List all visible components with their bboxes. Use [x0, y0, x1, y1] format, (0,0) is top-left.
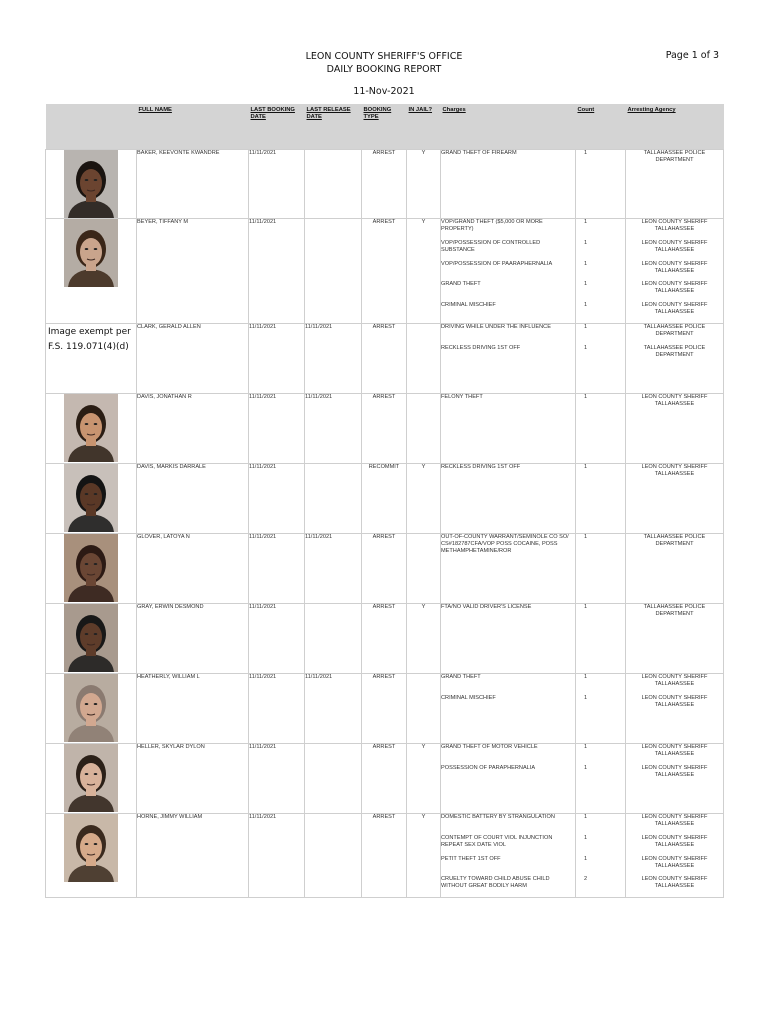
photo-cell: [46, 323, 137, 393]
charge-item: OUT-OF-COUNTY WARRANT/SEMINOLE CO SO/ CS#182787CFA/VOP POSS COCAINE, POSS METHAMPHETAMINE/ROR: [441, 533, 569, 554]
photo-header: [46, 104, 137, 150]
last-booking-date-cell: 11/11/2021: [249, 673, 305, 743]
last-release-date-cell: 11/11/2021: [305, 673, 362, 743]
last-release-date-cell: [305, 743, 362, 813]
charges-cell: [441, 463, 576, 533]
charge-item: FTA/NO VALID DRIVER'S LICENSE: [441, 603, 532, 610]
arresting-agency-cell: [626, 393, 724, 463]
charge-count: 1: [584, 694, 588, 701]
photo-cell: [46, 150, 137, 219]
arresting-agency-header: Arresting Agency: [626, 104, 724, 150]
last-release-date-cell: [305, 219, 362, 324]
charge-count: 1: [584, 239, 588, 246]
table-row: [46, 533, 724, 603]
in-jail-cell: Y: [407, 463, 441, 533]
count-cell: [576, 743, 626, 813]
charge-item: VOP/GRAND THEFT ($5,000 OR MORE PROPERTY): [441, 219, 543, 232]
in-jail-cell: Y: [407, 150, 441, 219]
last-release-date-cell: [305, 463, 362, 533]
last-booking-date-cell: 11/11/2021: [249, 393, 305, 463]
last-release-date-cell: [305, 150, 362, 219]
charge-item: RECKLESS DRIVING 1ST OFF: [441, 463, 521, 470]
charge-count: 1: [584, 673, 588, 680]
table-row: [46, 219, 724, 324]
table-row: [46, 150, 724, 219]
mugshot-image: [64, 744, 118, 812]
charges-header: Charges: [441, 104, 576, 150]
full-name-cell: DAVIS, JONATHAN R: [137, 393, 249, 463]
page-number: Page 1 of 3: [665, 50, 719, 61]
charge-item: GRAND THEFT: [441, 281, 481, 288]
table-row: [46, 463, 724, 533]
full-name-cell: CLARK, GERALD ALLEN: [137, 323, 249, 393]
table-row: [46, 603, 724, 673]
charges-cell: [441, 393, 576, 463]
count-cell: [576, 533, 626, 603]
arresting-agency-cell: [626, 533, 724, 603]
charge-count: 1: [584, 323, 588, 330]
booking-type-cell: ARREST: [362, 603, 407, 673]
table-row: [46, 743, 724, 813]
full-name-cell: HELLER, SKYLAR DYLON: [137, 743, 249, 813]
booking-type-cell: ARREST: [362, 393, 407, 463]
image-exempt-notice: Image exempt per F.S. 119.071(4)(d): [48, 326, 131, 352]
arresting-agency-cell: [626, 323, 724, 393]
booking-type-header: BOOKING TYPE: [362, 104, 407, 150]
mugshot-image: [64, 219, 118, 287]
last-booking-date-cell: 11/11/2021: [249, 323, 305, 393]
charge-count: 1: [584, 855, 588, 862]
charge-item: GRAND THEFT OF FIREARM: [441, 150, 517, 156]
full-name-cell: BEYER, TIFFANY M: [137, 219, 249, 324]
table-row: [46, 813, 724, 897]
in-jail-cell: Y: [407, 219, 441, 324]
last-booking-date-cell: 11/11/2021: [249, 533, 305, 603]
last-release-date-header: LAST RELEASE DATE: [305, 104, 362, 150]
arresting-agency-cell: [626, 673, 724, 743]
count-cell: [576, 463, 626, 533]
in-jail-cell: Y: [407, 603, 441, 673]
count-cell: [576, 673, 626, 743]
arresting-agency-cell: [626, 219, 724, 324]
charge-count: 2: [584, 876, 588, 883]
charge-count: 1: [584, 393, 588, 400]
last-release-date-cell: 11/11/2021: [305, 533, 362, 603]
charges-cell: [441, 673, 576, 743]
photo-cell: [46, 673, 137, 743]
charge-item: VOP/POSSESSION OF PAARAPHERNALIA: [441, 260, 553, 267]
charge-item: GRAND THEFT: [441, 673, 481, 680]
arresting-agency: LEON COUNTY SHERIFF TALLAHASSEE: [641, 813, 708, 827]
full-name-cell: HORNE, JIMMY WILLIAM: [137, 813, 249, 897]
last-booking-date-cell: 11/11/2021: [249, 603, 305, 673]
arresting-agency: LEON COUNTY SHERIFF TALLAHASSEE: [641, 694, 708, 708]
photo-cell: [46, 743, 137, 813]
charge-item: GRAND THEFT OF MOTOR VEHICLE: [441, 743, 538, 750]
full-name-cell: DAVIS, MARKIS DARRALE: [137, 463, 249, 533]
arresting-agency: LEON COUNTY SHERIFF TALLAHASSEE: [641, 281, 708, 295]
charge-count: 1: [584, 260, 588, 267]
report-title: DAILY BOOKING REPORT: [326, 64, 442, 75]
in-jail-cell: [407, 323, 441, 393]
last-release-date-cell: [305, 813, 362, 897]
count-cell: [576, 393, 626, 463]
charge-count: 1: [584, 743, 588, 750]
mugshot-image: [64, 674, 118, 742]
in-jail-cell: [407, 533, 441, 603]
arresting-agency: LEON COUNTY SHERIFF TALLAHASSEE: [641, 302, 708, 316]
full-name-cell: BAKER, KEEVONTE KWANDRE: [137, 150, 249, 219]
last-booking-date-cell: 11/11/2021: [249, 219, 305, 324]
arresting-agency-cell: [626, 603, 724, 673]
booking-type-cell: RECOMMIT: [362, 463, 407, 533]
charge-item: CRIMINAL MISCHIEF: [441, 694, 496, 701]
arresting-agency-cell: [626, 150, 724, 219]
arresting-agency: TALLAHASSEE POLICE DEPARTMENT: [643, 150, 706, 163]
charge-item: CONTEMPT OF COURT VIOL INJUNCTION REPEAT SEX DATE VIOL: [441, 834, 553, 848]
charges-cell: [441, 603, 576, 673]
arresting-agency: TALLAHASSEE POLICE DEPARTMENT: [643, 344, 706, 358]
booking-type-cell: ARREST: [362, 673, 407, 743]
photo-cell: [46, 533, 137, 603]
last-booking-date-header: LAST BOOKING DATE: [249, 104, 305, 150]
photo-cell: [46, 463, 137, 533]
last-release-date-cell: 11/11/2021: [305, 393, 362, 463]
charge-item: POSSESSION OF PARAPHERNALIA: [441, 764, 536, 771]
charge-item: DOMESTIC BATTERY BY STRANGULATION: [441, 813, 555, 820]
last-release-date-cell: [305, 603, 362, 673]
charge-count: 1: [584, 834, 588, 841]
table-row: [46, 323, 724, 393]
charge-item: RECKLESS DRIVING 1ST OFF: [441, 344, 521, 351]
charge-count: 1: [584, 281, 588, 288]
booking-type-cell: ARREST: [362, 150, 407, 219]
full-name-cell: GRAY, ERWIN DESMOND: [137, 603, 249, 673]
arresting-agency: TALLAHASSEE POLICE DEPARTMENT: [643, 323, 706, 337]
mugshot-image: [64, 604, 118, 672]
charge-count: 1: [584, 344, 588, 351]
arresting-agency: LEON COUNTY SHERIFF TALLAHASSEE: [641, 393, 708, 407]
charge-count: 1: [584, 533, 588, 540]
in-jail-cell: [407, 673, 441, 743]
charge-count: 1: [584, 150, 588, 156]
charge-item: VOP/POSSESSION OF CONTROLLED SUBSTANCE: [441, 239, 541, 253]
charges-cell: [441, 533, 576, 603]
arresting-agency: LEON COUNTY SHERIFF TALLAHASSEE: [641, 673, 708, 687]
charges-cell: [441, 150, 576, 219]
charges-cell: [441, 743, 576, 813]
arresting-agency: LEON COUNTY SHERIFF TALLAHASSEE: [641, 743, 708, 757]
count-header: Count: [576, 104, 626, 150]
mugshot-image: [64, 150, 118, 218]
count-cell: [576, 219, 626, 324]
in-jail-cell: Y: [407, 813, 441, 897]
arresting-agency-cell: [626, 743, 724, 813]
arresting-agency: LEON COUNTY SHERIFF TALLAHASSEE: [641, 463, 708, 477]
booking-type-cell: ARREST: [362, 743, 407, 813]
arresting-agency: LEON COUNTY SHERIFF TALLAHASSEE: [641, 219, 708, 232]
booking-type-cell: ARREST: [362, 219, 407, 324]
booking-type-cell: ARREST: [362, 533, 407, 603]
last-release-date-cell: 11/11/2021: [305, 323, 362, 393]
charge-count: 1: [584, 463, 588, 470]
table-row: [46, 393, 724, 463]
arresting-agency: LEON COUNTY SHERIFF TALLAHASSEE: [641, 260, 708, 274]
charge-count: 1: [584, 813, 588, 820]
charge-item: CRUELTY TOWARD CHILD ABUSE CHILD WITHOUT GREAT BODILY HARM: [441, 876, 550, 890]
arresting-agency-cell: [626, 813, 724, 897]
photo-cell: [46, 219, 137, 324]
report-date: 11-Nov-2021: [353, 86, 415, 97]
count-cell: [576, 603, 626, 673]
arresting-agency: LEON COUNTY SHERIFF TALLAHASSEE: [641, 855, 708, 869]
last-booking-date-cell: 11/11/2021: [249, 813, 305, 897]
arresting-agency: LEON COUNTY SHERIFF TALLAHASSEE: [641, 239, 708, 253]
in-jail-header: IN JAIL?: [407, 104, 441, 150]
arresting-agency: TALLAHASSEE POLICE DEPARTMENT: [643, 533, 706, 547]
charge-count: 1: [584, 603, 588, 610]
arresting-agency-cell: [626, 463, 724, 533]
charge-item: DRIVING WHILE UNDER THE INFLUENCE: [441, 323, 551, 330]
table-header-row: [46, 104, 724, 150]
in-jail-cell: Y: [407, 743, 441, 813]
mugshot-image: [64, 394, 118, 462]
charge-item: FELONY THEFT: [441, 393, 483, 400]
photo-cell: [46, 393, 137, 463]
count-cell: [576, 813, 626, 897]
booking-type-cell: ARREST: [362, 813, 407, 897]
charges-cell: [441, 323, 576, 393]
charge-count: 1: [584, 302, 588, 309]
count-cell: [576, 323, 626, 393]
booking-table: [45, 104, 724, 898]
full-name-cell: HEATHERLY, WILLIAM L: [137, 673, 249, 743]
count-cell: [576, 150, 626, 219]
mugshot-image: [64, 814, 118, 882]
last-booking-date-cell: 11/11/2021: [249, 463, 305, 533]
mugshot-image: [64, 534, 118, 602]
charge-item: CRIMINAL MISCHIEF: [441, 302, 496, 309]
arresting-agency: TALLAHASSEE POLICE DEPARTMENT: [643, 603, 706, 617]
last-booking-date-cell: 11/11/2021: [249, 150, 305, 219]
photo-cell: [46, 813, 137, 897]
charges-cell: [441, 219, 576, 324]
last-booking-date-cell: 11/11/2021: [249, 743, 305, 813]
full-name-header: FULL NAME: [137, 104, 249, 150]
arresting-agency: LEON COUNTY SHERIFF TALLAHASSEE: [641, 834, 708, 848]
table-row: [46, 673, 724, 743]
full-name-cell: GLOVER, LATOYA N: [137, 533, 249, 603]
arresting-agency: LEON COUNTY SHERIFF TALLAHASSEE: [641, 876, 708, 890]
in-jail-cell: [407, 393, 441, 463]
report-header: [0, 50, 768, 76]
booking-type-cell: ARREST: [362, 323, 407, 393]
mugshot-image: [64, 464, 118, 532]
office-title: LEON COUNTY SHERIFF'S OFFICE: [305, 51, 463, 62]
charges-cell: [441, 813, 576, 897]
charge-count: 1: [584, 764, 588, 771]
photo-cell: [46, 603, 137, 673]
charge-item: PETIT THEFT 1ST OFF: [441, 855, 501, 862]
charge-count: 1: [584, 219, 588, 225]
arresting-agency: LEON COUNTY SHERIFF TALLAHASSEE: [641, 764, 708, 778]
